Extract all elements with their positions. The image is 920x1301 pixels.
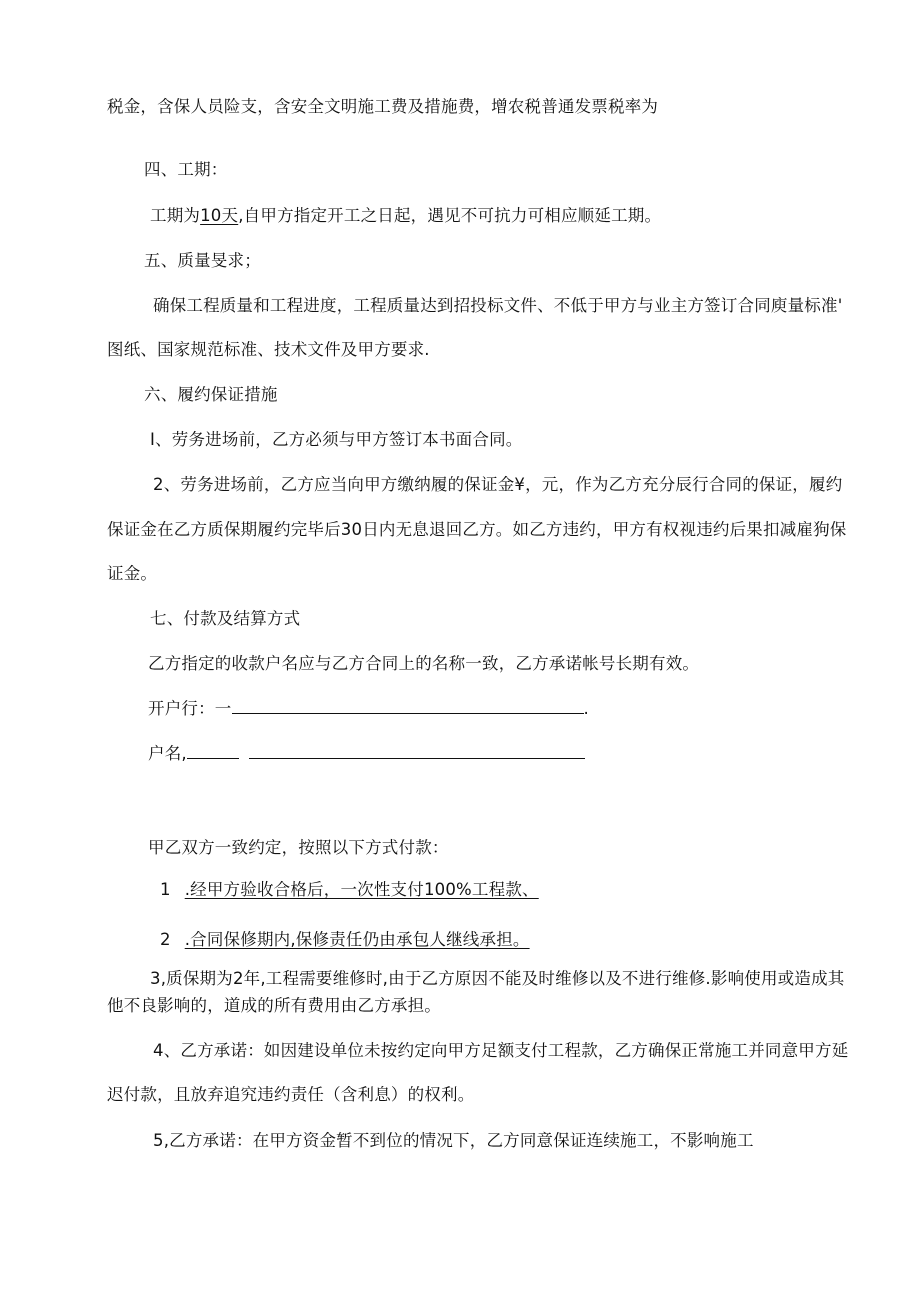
bank-end: . [583, 699, 589, 718]
payment-agreement: 甲乙双方一致约定，按照以下方式付款： [148, 838, 449, 857]
bank-line [148, 698, 589, 720]
bank-blank[interactable] [232, 699, 584, 714]
payment-item-3-line-1: 3,质保期为2年,工程需要维修时,由于乙方原因不能及时维修以及不进行维修.影响使用或造成其 [150, 969, 845, 988]
name-blank-2[interactable] [249, 744, 585, 759]
name-blank-1[interactable] [187, 744, 239, 759]
section-6-title: 六、履约保证措施 [144, 385, 278, 404]
payment-item-4-line-1: 4、乙方承诺：如因建设单位未按约定向甲方足额支付工程款，乙方确保正常施工并同意甲方延 [153, 1041, 849, 1060]
p1-text: .经甲方验收合格后，一次性支付100%工程款、 [184, 880, 539, 899]
account-note: 乙方指定的收款户名应与乙方合同上的名称一致，乙方承诺帐号长期有效。 [148, 654, 700, 673]
section-4-title: 四、工期： [144, 160, 228, 179]
section-5-line-1: 确保工程质量和工程进度，工程质量达到招投标文件、不低于甲方与业主方签订合同庾量标准' [153, 296, 843, 315]
bank-label: 开户行：一 [148, 699, 232, 718]
section-7-title: 七、付款及结算方式 [150, 609, 301, 628]
p2-num: 2 [160, 930, 171, 949]
payment-item-1 [160, 879, 539, 901]
name-label: 户名, [148, 744, 187, 763]
tax-line: 税金，含保人员险支，含安全文明施工费及措施费，增农税普通发票税率为 [107, 97, 659, 116]
section-6-item-2-line-1: 2、劳务进场前，乙方应当向甲方缴纳履的保证金¥，元，作为乙方充分辰行合同的保证，履约 [153, 475, 843, 494]
payment-item-2 [160, 929, 530, 951]
section-5-line-2: 图纸、国家规范标准、技术文件及甲方要求. [107, 340, 430, 359]
section-5-title: 五、质量旻求； [144, 251, 261, 270]
s4-b: ,自甲方指定开工之日起，遇见不可抗力可相应顺延工期。 [238, 206, 662, 225]
section-6-item-1: I、劳务进场前，乙方必须与甲方签订本书面合同。 [150, 430, 523, 449]
p2-text: .合同保修期内,保修责任仍由承包人继线承担。 [184, 930, 530, 949]
s4-a: 工期为 [150, 206, 201, 225]
payment-item-4-line-2: 迟付款，且放弃追究违约责任（含利息）的权利。 [107, 1085, 475, 1104]
account-name-line [148, 743, 585, 765]
s4-days: 10天 [200, 206, 239, 225]
payment-item-5: 5,乙方承诺：在甲方资金暂不到位的情况下，乙方同意保证连续施工，不影响施工 [153, 1131, 754, 1150]
section-6-item-2-line-3: 证金。 [107, 564, 158, 583]
section-6-item-2-line-2: 保证金在乙方质保期履约完毕后30日内无息退回乙方。如乙方违约，甲方有权视违约后果扣减雇狗保 [107, 520, 847, 539]
p1-num: 1 [160, 880, 171, 899]
section-4-text [150, 205, 661, 227]
payment-item-3-line-2: 他不良影响的，道成的所有费用由乙方承担。 [107, 996, 441, 1015]
